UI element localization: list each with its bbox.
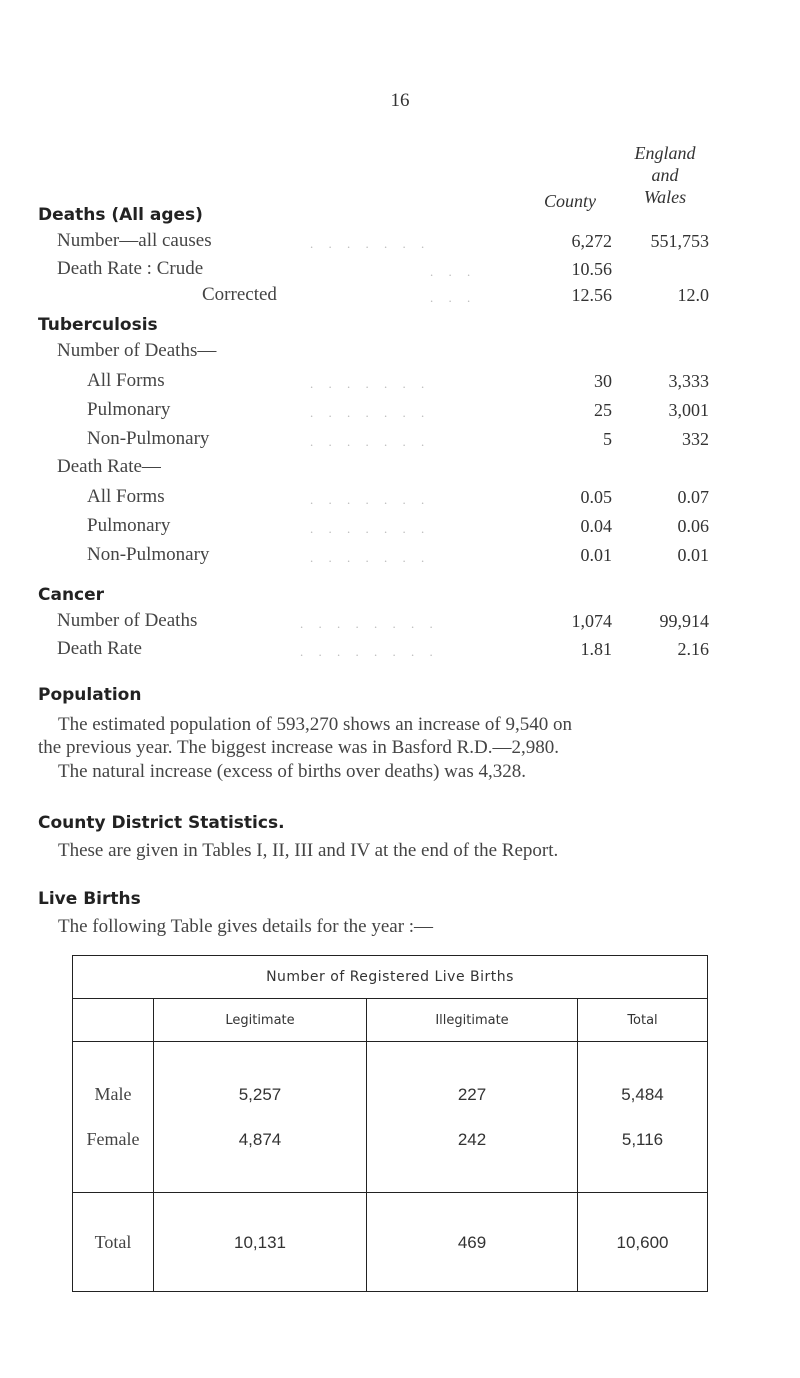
deaths-county-value: 6,272 <box>571 231 612 251</box>
tb-num-label: All Forms <box>87 370 165 391</box>
female-legitimate: 4,874 <box>238 1130 282 1149</box>
deaths-heading: Deaths (All ages) <box>38 205 203 225</box>
leader-dots: . . . . . . . <box>310 492 431 507</box>
leader-dots: . . . . . . . <box>310 376 431 391</box>
female-total: 5,116 <box>621 1130 664 1149</box>
legitimate-cell <box>154 1042 367 1193</box>
tb-rate-label: Non-Pulmonary <box>87 544 210 565</box>
leader-dots: . . . . . . . . <box>300 644 439 659</box>
cancer-county: 1,074 <box>571 611 612 631</box>
district-line: These are given in Tables I, II, III and IV at the end of the Report. <box>58 840 559 861</box>
cancer-county: 1.81 <box>580 639 612 659</box>
total-total <box>578 1193 708 1292</box>
total-illegitimate <box>367 1193 578 1292</box>
tb-rate-label: Pulmonary <box>87 515 171 536</box>
female-label: Female <box>86 1129 140 1149</box>
illegitimate-cell <box>367 1042 578 1193</box>
total-illegitimate-value: 469 <box>457 1232 487 1252</box>
deaths-row-label: Death Rate : Crude <box>57 258 204 279</box>
ew-header-line1: England <box>634 143 696 163</box>
deaths-ew-value: 12.0 <box>677 285 709 305</box>
cancer-ew: 99,914 <box>659 611 709 631</box>
county-column-header: County <box>544 191 596 211</box>
tb-num-label: Non-Pulmonary <box>87 428 210 449</box>
leader-dots: . . . . . . . <box>310 521 431 536</box>
female-illegitimate: 242 <box>457 1130 487 1149</box>
tb-rate-label: All Forms <box>87 486 165 507</box>
live-births-intro: The following Table gives details for the year :— <box>58 916 434 937</box>
male-total: 5,484 <box>621 1085 664 1104</box>
male-legitimate: 5,257 <box>238 1085 282 1104</box>
live-births-table <box>72 955 708 1292</box>
row-labels-cell <box>73 1042 154 1193</box>
tb-number-heading: Number of Deaths— <box>57 340 217 361</box>
tb-heading: Tuberculosis <box>38 315 158 335</box>
ew-column-header <box>615 142 715 208</box>
col-total-header: Total <box>578 999 708 1042</box>
tb-num-ew: 3,333 <box>668 371 709 391</box>
population-heading: Population <box>38 685 142 705</box>
tb-num-ew: 332 <box>682 429 709 449</box>
leader-dots: . . . . . . . <box>310 405 431 420</box>
deaths-county-value: 10.56 <box>571 259 612 279</box>
district-heading: County District Statistics. <box>38 813 285 833</box>
table-corner <box>73 999 154 1042</box>
live-births-heading: Live Births <box>38 889 141 909</box>
tb-num-county: 25 <box>594 400 612 420</box>
leader-dots: . . . . . . . <box>310 550 431 565</box>
population-line: The natural increase (excess of births over deaths) was 4,328. <box>58 761 526 782</box>
tb-num-county: 30 <box>594 371 612 391</box>
deaths-row-label: Corrected <box>202 284 277 305</box>
tb-rate-ew: 0.01 <box>677 545 709 565</box>
total-row-label <box>73 1193 154 1292</box>
deaths-ew-value: 551,753 <box>650 231 709 251</box>
leader-dots: . . . <box>430 264 477 279</box>
total-cell <box>578 1042 708 1193</box>
tb-rate-county: 0.05 <box>580 487 612 507</box>
ew-header-line3: Wales <box>643 187 687 207</box>
cancer-ew: 2.16 <box>677 639 709 659</box>
leader-dots: . . . . . . . <box>310 236 431 251</box>
tb-rate-county: 0.04 <box>580 516 612 536</box>
table-title: Number of Registered Live Births <box>73 956 708 999</box>
col-illegitimate-header: Illegitimate <box>367 999 578 1042</box>
tb-rate-ew: 0.07 <box>677 487 709 507</box>
page-number: 16 <box>390 90 410 111</box>
deaths-row-label: Number—all causes <box>57 230 212 251</box>
tb-rate-county: 0.01 <box>580 545 612 565</box>
population-line: the previous year. The biggest increase was in Basford R.D.—2,980. <box>38 737 559 758</box>
total-label: Total <box>94 1231 132 1252</box>
cancer-label: Death Rate <box>57 638 142 659</box>
tb-rate-heading: Death Rate— <box>57 456 161 477</box>
leader-dots: . . . <box>430 290 477 305</box>
total-total-value: 10,600 <box>616 1232 669 1252</box>
total-legitimate-value: 10,131 <box>234 1232 286 1252</box>
col-legitimate-header: Legitimate <box>154 999 367 1042</box>
deaths-county-value: 12.56 <box>571 285 612 305</box>
tb-rate-ew: 0.06 <box>677 516 709 536</box>
cancer-label: Number of Deaths <box>57 610 198 631</box>
tb-num-county: 5 <box>603 429 612 449</box>
population-line: The estimated population of 593,270 shows an increase of 9,540 on <box>58 714 572 735</box>
tb-num-label: Pulmonary <box>87 399 171 420</box>
leader-dots: . . . . . . . . <box>300 616 439 631</box>
male-illegitimate: 227 <box>457 1085 487 1104</box>
male-label: Male <box>94 1084 132 1104</box>
ew-header-line2: and <box>651 165 679 185</box>
leader-dots: . . . . . . . <box>310 434 431 449</box>
tb-num-ew: 3,001 <box>668 400 709 420</box>
total-legitimate <box>154 1193 367 1292</box>
cancer-heading: Cancer <box>38 585 105 605</box>
